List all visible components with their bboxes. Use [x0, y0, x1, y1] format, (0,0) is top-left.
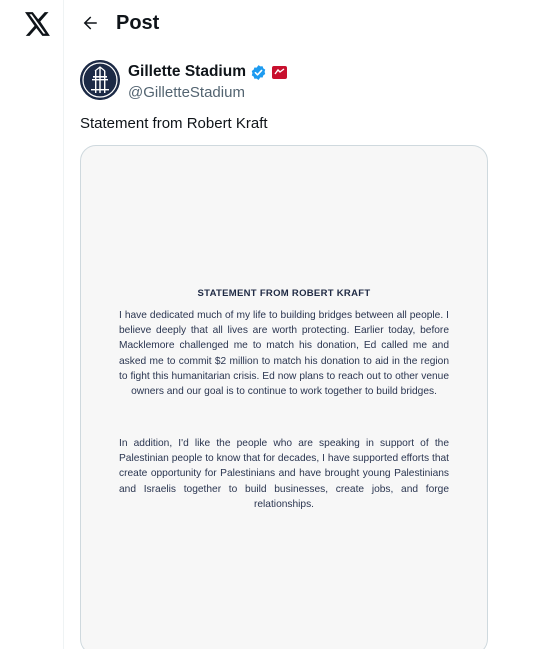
left-navigation: [0, 0, 64, 649]
statement-title: STATEMENT FROM ROBERT KRAFT: [197, 288, 371, 299]
page-header: [64, 0, 560, 46]
affiliate-badge-icon[interactable]: [272, 66, 287, 79]
verified-badge-icon: [250, 64, 267, 81]
avatar[interactable]: [80, 60, 120, 100]
statement-paragraph-2: In addition, I'd like the people who are speaking in support of the Palestinian people to know that for decades, I have supported efforts that create opportunity for Palestinians and have brought young Palestinians and Israelis together to build businesses, create jobs, and forge relationships.: [119, 438, 449, 510]
author-display-name[interactable]: Gillette Stadium: [128, 63, 246, 80]
main-column: [64, 0, 560, 649]
x-logo-icon[interactable]: [24, 10, 52, 38]
post-media-image[interactable]: [80, 145, 488, 649]
name-row: [128, 62, 287, 82]
statement-paragraph-1: I have dedicated much of my life to building bridges between all people. I believe deeply that all lives are worth protecting. Earlier today, before Macklemore challenged me to match his donation, Ed called me and asked me to commit $2 million to match his donation to aid in the region to fight this humanitarian crisis. Ed now plans to reach out to other venue owners and our goal is to continue to work together to build bridges.: [119, 310, 449, 398]
post-author: [80, 60, 540, 102]
post-text: Statement from Robert Kraft: [80, 115, 268, 132]
author-handle[interactable]: @GilletteStadium: [128, 84, 245, 101]
arrow-left-icon[interactable]: [78, 11, 102, 35]
page-title: Post: [116, 12, 160, 34]
